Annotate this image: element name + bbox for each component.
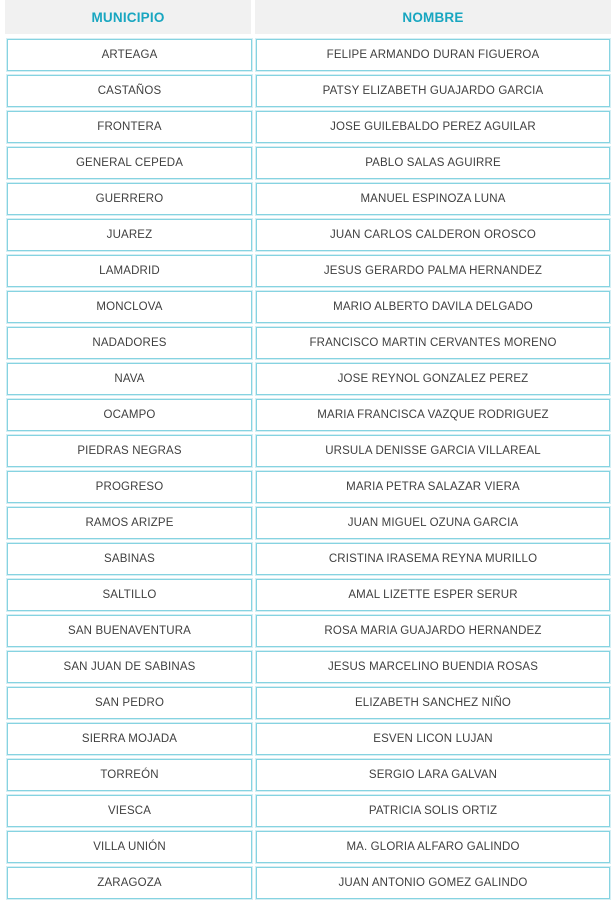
cell-municipio: SABINAS [7,543,252,575]
cell-municipio: NAVA [7,363,252,395]
cell-nombre: ESVEN LICON LUJAN [256,723,610,755]
cell-nombre: FELIPE ARMANDO DURAN FIGUEROA [256,39,610,71]
cell-municipio: PIEDRAS NEGRAS [7,435,252,467]
cell-municipio: GUERRERO [7,183,252,215]
cell-nombre: SERGIO LARA GALVAN [256,759,610,791]
cell-municipio: ARTEAGA [7,39,252,71]
table-body [0,38,615,902]
cell-nombre: PATRICIA SOLIS ORTIZ [256,795,610,827]
cell-municipio: SAN PEDRO [7,687,252,719]
table-row [0,290,615,326]
header-nombre: NOMBRE [255,0,611,34]
cell-municipio: OCAMPO [7,399,252,431]
cell-nombre: CRISTINA IRASEMA REYNA MURILLO [256,543,610,575]
cell-nombre: MANUEL ESPINOZA LUNA [256,183,610,215]
cell-municipio: SAN BUENAVENTURA [7,615,252,647]
cell-municipio: SALTILLO [7,579,252,611]
table-row [0,146,615,182]
table-row [0,326,615,362]
cell-nombre: JESUS GERARDO PALMA HERNANDEZ [256,255,610,287]
table-row [0,398,615,434]
cell-nombre: JUAN MIGUEL OZUNA GARCIA [256,507,610,539]
table-row [0,614,615,650]
cell-municipio: CASTAÑOS [7,75,252,107]
cell-nombre: MA. GLORIA ALFARO GALINDO [256,831,610,863]
table-row [0,38,615,74]
table-row [0,218,615,254]
cell-nombre: URSULA DENISSE GARCIA VILLAREAL [256,435,610,467]
cell-nombre: JUAN ANTONIO GOMEZ GALINDO [256,867,610,899]
cell-nombre: ELIZABETH SANCHEZ NIÑO [256,687,610,719]
cell-municipio: RAMOS ARIZPE [7,507,252,539]
cell-municipio: FRONTERA [7,111,252,143]
cell-nombre: JESUS MARCELINO BUENDIA ROSAS [256,651,610,683]
table-row [0,830,615,866]
cell-nombre: PABLO SALAS AGUIRRE [256,147,610,179]
cell-nombre: JUAN CARLOS CALDERON OROSCO [256,219,610,251]
cell-municipio: JUAREZ [7,219,252,251]
cell-nombre: AMAL LIZETTE ESPER SERUR [256,579,610,611]
cell-nombre: PATSY ELIZABETH GUAJARDO GARCIA [256,75,610,107]
table-row [0,722,615,758]
table-row [0,686,615,722]
cell-municipio: TORREÓN [7,759,252,791]
table-row [0,254,615,290]
cell-municipio: SAN JUAN DE SABINAS [7,651,252,683]
table-row [0,866,615,902]
table-row [0,182,615,218]
cell-municipio: MONCLOVA [7,291,252,323]
cell-municipio: GENERAL CEPEDA [7,147,252,179]
table-row [0,758,615,794]
table-row [0,110,615,146]
table-row [0,74,615,110]
cell-municipio: VILLA UNIÓN [7,831,252,863]
cell-nombre: MARIO ALBERTO DAVILA DELGADO [256,291,610,323]
table-header-row [0,0,615,34]
table-row [0,542,615,578]
cell-municipio: LAMADRID [7,255,252,287]
table-row [0,578,615,614]
table-row [0,470,615,506]
cell-municipio: ZARAGOZA [7,867,252,899]
cell-municipio: NADADORES [7,327,252,359]
cell-nombre: MARIA PETRA SALAZAR VIERA [256,471,610,503]
cell-municipio: PROGRESO [7,471,252,503]
cell-nombre: ROSA MARIA GUAJARDO HERNANDEZ [256,615,610,647]
cell-municipio: VIESCA [7,795,252,827]
cell-nombre: JOSE REYNOL GONZALEZ PEREZ [256,363,610,395]
cell-nombre: JOSE GUILEBALDO PEREZ AGUILAR [256,111,610,143]
table-row [0,650,615,686]
cell-nombre: MARIA FRANCISCA VAZQUE RODRIGUEZ [256,399,610,431]
cell-nombre: FRANCISCO MARTIN CERVANTES MORENO [256,327,610,359]
header-municipio: MUNICIPIO [5,0,251,34]
table-row [0,434,615,470]
table-row [0,362,615,398]
table-row [0,506,615,542]
table-row [0,794,615,830]
cell-municipio: SIERRA MOJADA [7,723,252,755]
